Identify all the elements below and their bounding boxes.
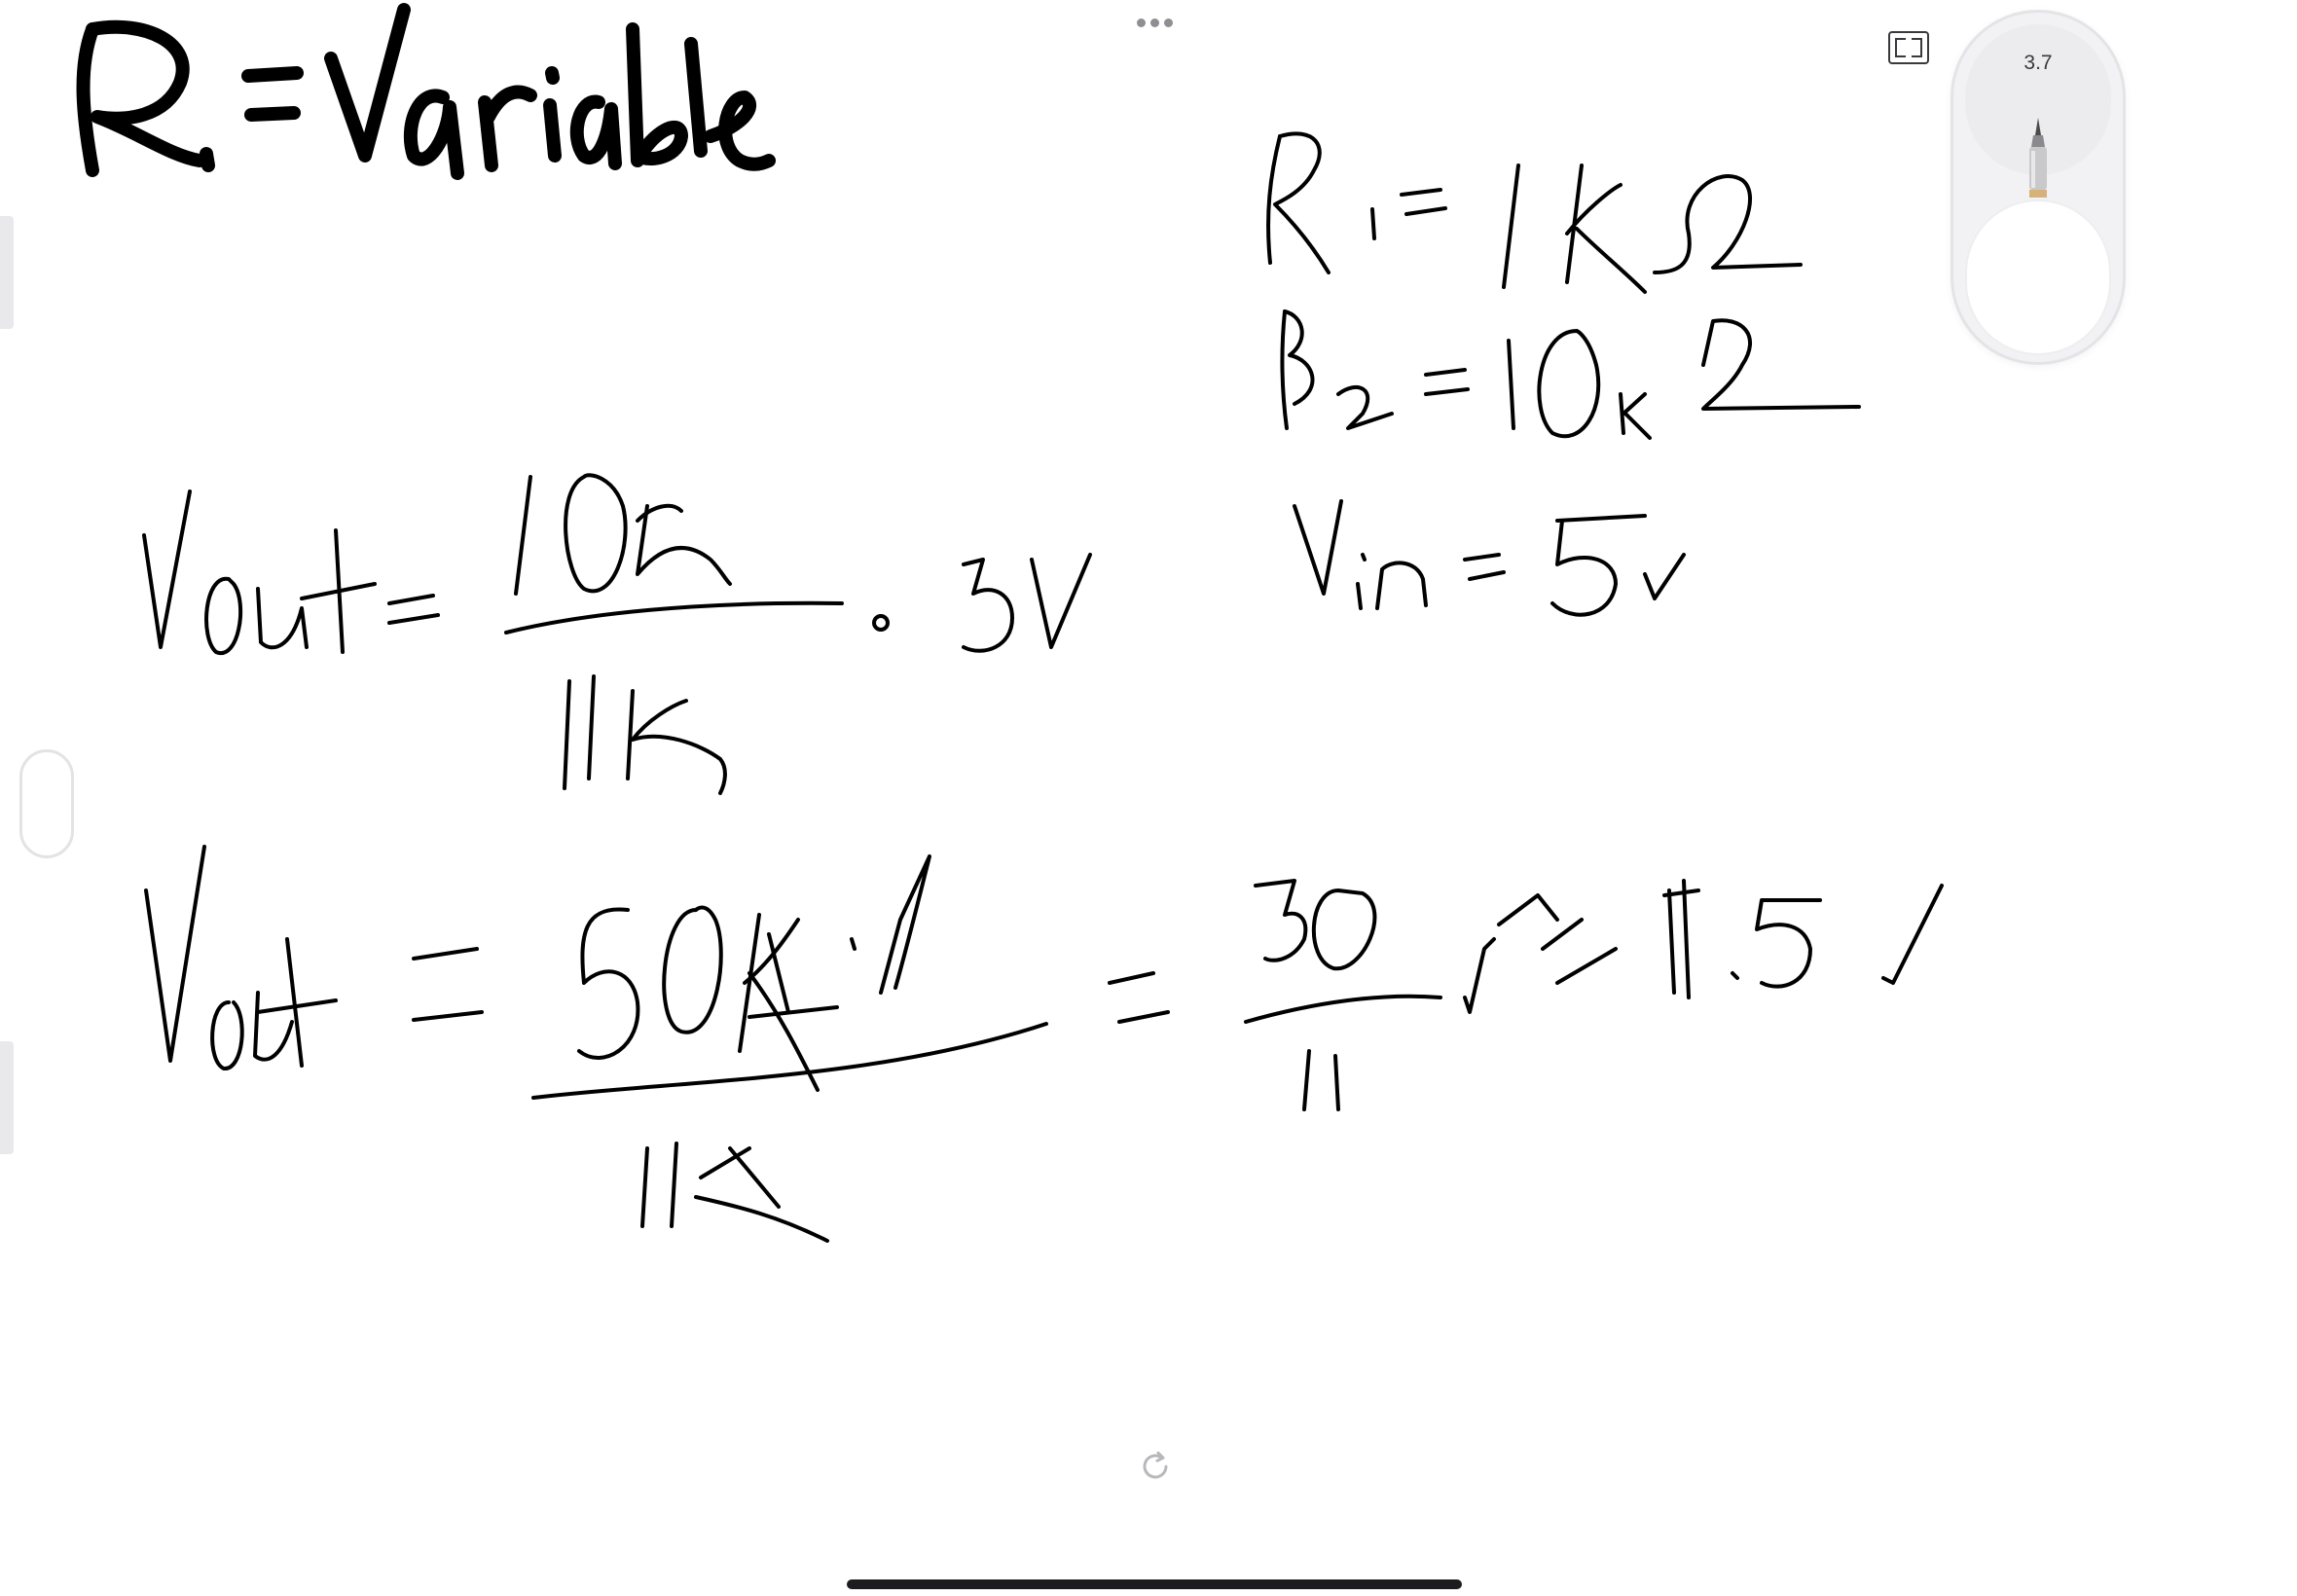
ink-equation-1 (144, 475, 1090, 793)
left-edge-tab-top[interactable] (0, 216, 14, 329)
ink-title (84, 10, 769, 173)
fullscreen-icon[interactable] (1888, 31, 1929, 64)
left-edge-tab-bottom[interactable] (0, 1041, 14, 1154)
color-picker-button[interactable] (1965, 200, 2111, 355)
tool-palette (1951, 10, 2126, 365)
ellipsis-icon[interactable] (1133, 16, 1176, 29)
pen-tool-button[interactable] (1965, 24, 2111, 175)
pen-size-label: 3.7 (2024, 52, 2053, 74)
pen-icon (2016, 114, 2060, 201)
home-indicator[interactable] (847, 1579, 1462, 1589)
ink-equation-2 (146, 847, 1942, 1241)
ink-givens (1268, 133, 1859, 614)
refresh-icon[interactable] (1139, 1450, 1172, 1483)
side-drag-handle[interactable] (19, 749, 74, 858)
